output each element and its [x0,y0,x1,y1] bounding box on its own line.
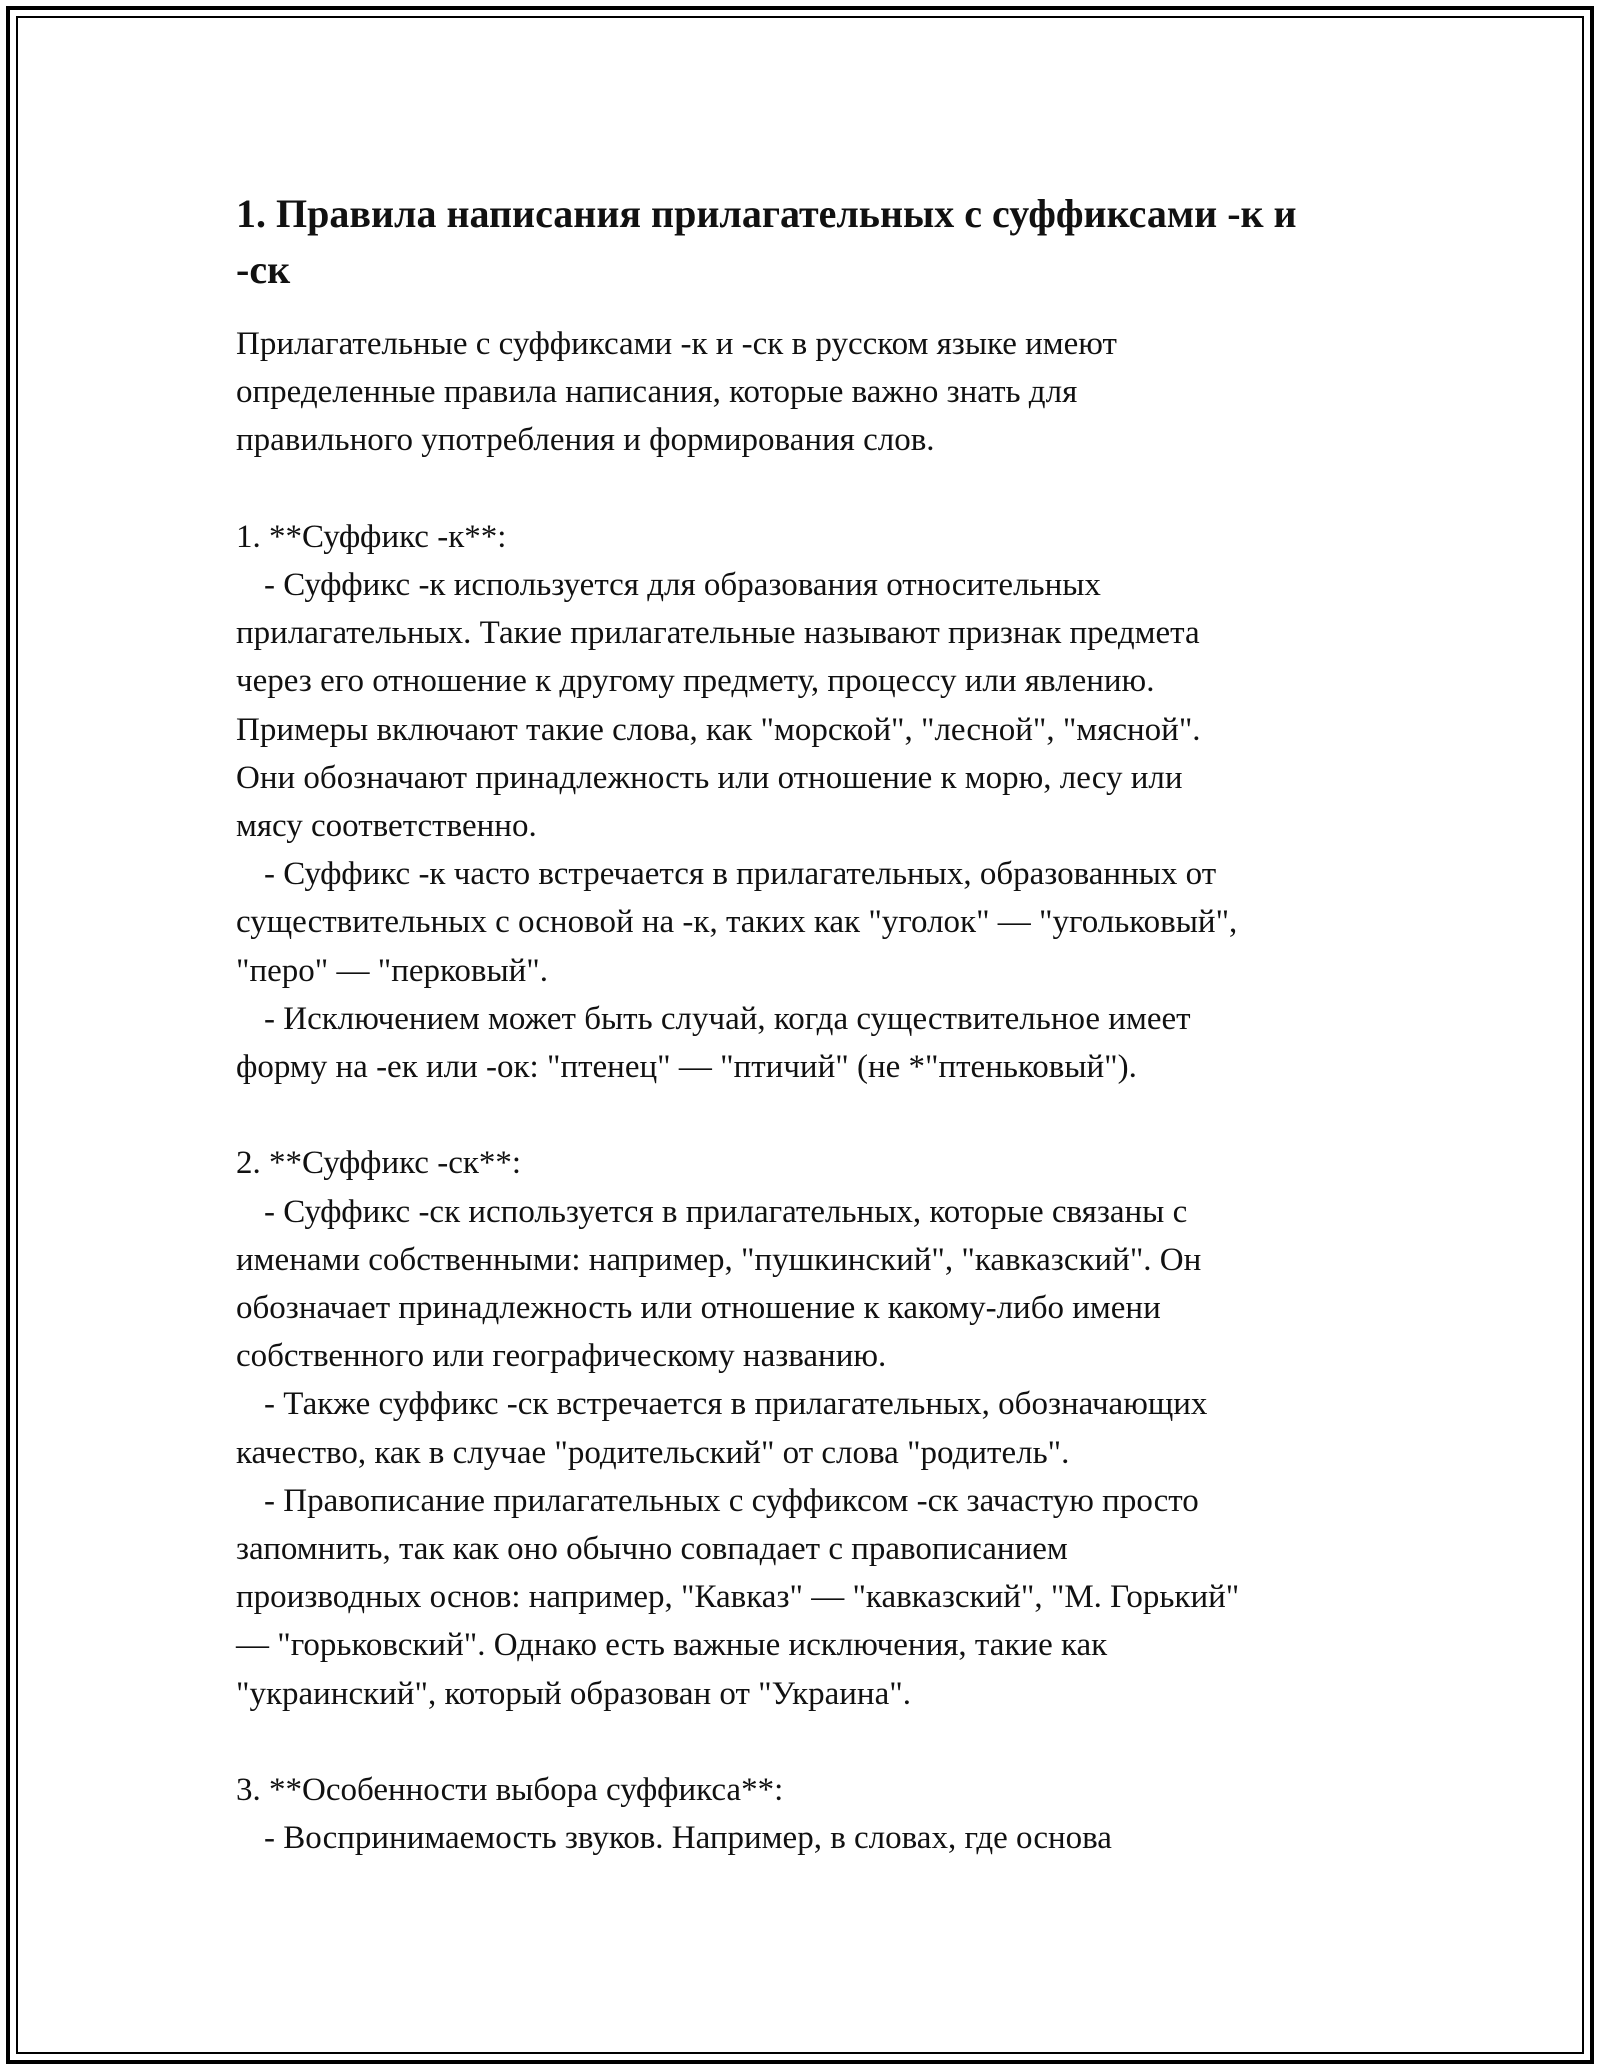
text-line: качество, как в случае "родительский" от слова "родитель". [236,1434,1070,1471]
text-line: прилагательных. Такие прилагательные называют признак предмета [236,615,1200,652]
text-line: обозначает принадлежность или отношение к какому-либо имени [236,1290,1161,1327]
text-line: - Суффикс -к используется для образования относительных [264,567,1101,603]
text-line: — "горьковский". Однако есть важные исключения, такие как [236,1627,1108,1664]
text-line: Примеры включают такие слова, как "морской", "лесной", "мясной". [236,711,1201,748]
text-line: "украинский", который образован от "Украина". [236,1675,911,1712]
text-line: - Воспринимаемость звуков. Например, в словах, где основа [264,1820,1112,1857]
title-line: -ск [236,247,291,292]
text-line: Они обозначают принадлежность или отношение к морю, лесу или [236,759,1183,796]
text-line: - Суффикс -к часто встречается в прилагательных, образованных от [264,856,1217,893]
text-line: производных основ: например, "Кавказ" — "кавказский", "М. Горький" [236,1579,1240,1616]
text-line: Прилагательные с суффиксами -к и -ск в русском языке имеют [236,326,1117,362]
document-title [236,186,1366,298]
text-line: - Суффикс -ск используется в прилагательных, которые связаны с [264,1193,1188,1230]
bullet-item [236,1380,1366,1476]
section-heading: 1. **Суффикс -к**: [236,518,507,555]
title-line: 1. Правила написания прилагательных с суффиксами -к и [236,191,1297,236]
text-line: через его отношение к другому предмету, процессу или явлению. [236,663,1155,700]
text-line: определенные правила написания, которые важно знать для [236,374,1078,411]
text-line: форму на -ек или -ок: "птенец" — "птичий" (не *"птеньковый"). [236,1049,1137,1086]
text-line: запомнить, так как оно обычно совпадает с правописанием [236,1531,1068,1568]
section-suffix-sk [236,1139,1366,1717]
blank-line [236,1091,1366,1139]
intro-paragraph [236,320,1366,465]
section-suffix-choice [236,1766,1366,1862]
bullet-item [236,1477,1366,1718]
text-line: собственного или географическому названию. [236,1338,887,1375]
blank-line [236,1718,1366,1766]
text-line: мясу соответственно. [236,808,537,845]
text-line: именами собственными: например, "пушкинский", "кавказский". Он [236,1241,1202,1278]
bullet-item [236,995,1366,1091]
bullet-item [236,850,1366,995]
text-line: существительных с основой на -к, таких как "уголок" — "угольковый", [236,904,1238,941]
document-body [236,186,1366,1862]
text-line: "перо" — "перковый". [236,952,549,989]
text-line: - Исключением может быть случай, когда существительное имеет [264,1000,1191,1037]
section-suffix-k [236,513,1366,1091]
section-heading: 2. **Суффикс -ск**: [236,1145,522,1182]
blank-line [236,465,1366,513]
bullet-item [236,1188,1366,1381]
text-line: - Правописание прилагательных с суффиксом -ск зачастую просто [264,1482,1199,1519]
bullet-item [236,1814,1366,1862]
text-line: правильного употребления и формирования слов. [236,422,935,459]
text-line: - Также суффикс -ск встречается в прилагательных, обозначающих [264,1386,1208,1423]
section-heading: 3. **Особенности выбора суффикса**: [236,1772,784,1809]
bullet-item [236,561,1366,850]
